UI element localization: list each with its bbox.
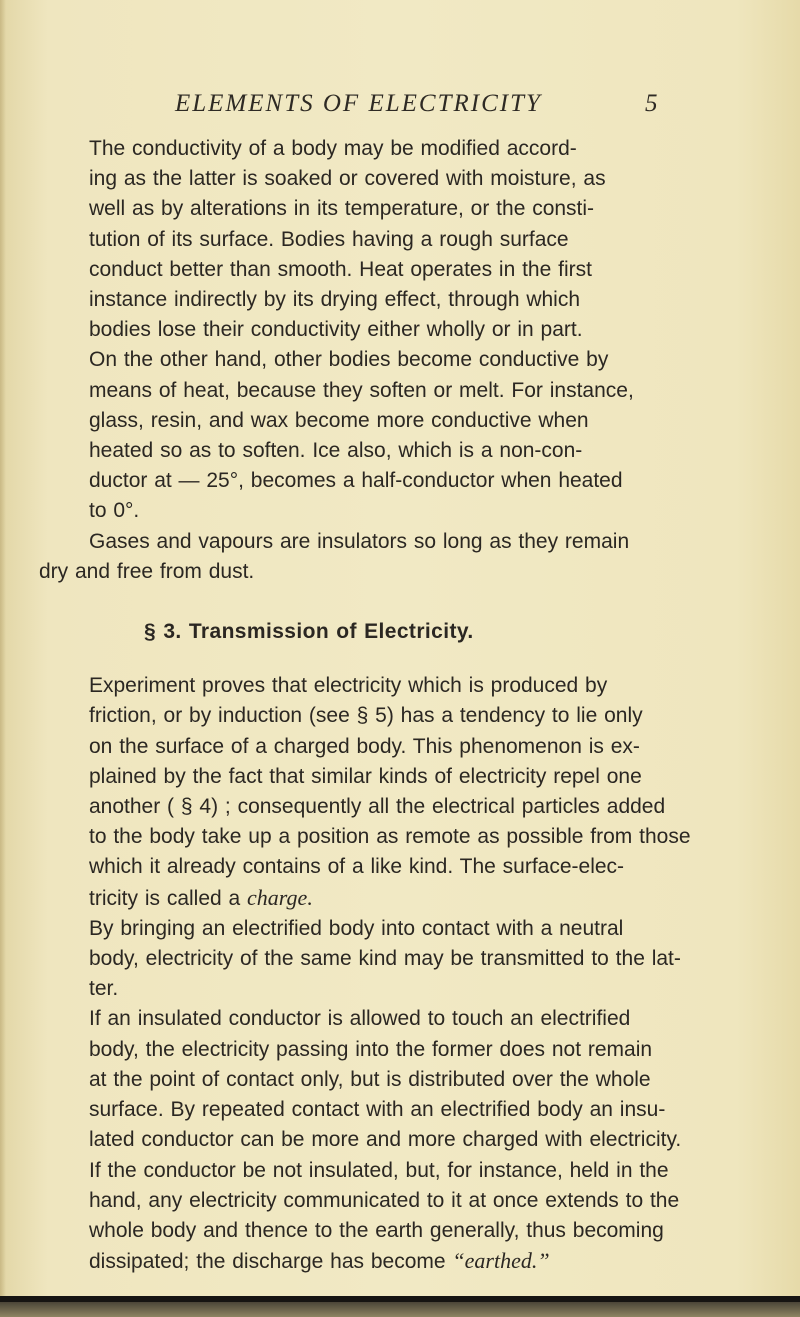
text-line [64,883,754,914]
text-line: body, the electricity passing into the former does not remain [89,1037,653,1061]
text-line: friction, or by induction (see § 5) has a tendency to lie only [89,704,643,728]
text-line: on the surface of a charged body. This phenomenon is ex- [89,734,640,758]
paragraph-experiment [64,671,754,914]
text-line: tution of its surface. Bodies having a rough surface [89,227,569,251]
text-line: Gases and vapours are insulators so long as they remain [89,529,630,553]
page-gutter-shadow [0,0,6,1317]
text-line: bodies lose their conductivity either wholly or in part. [89,318,583,342]
paragraph-conductivity [64,134,754,527]
text-line-start: tricity is called a [89,886,248,910]
text-line: means of heat, because they soften or melt. For instance, [89,378,634,402]
text-line: heated so as to soften. Ice also, which is a non-con- [89,439,583,463]
text-line: which it already contains of a like kind. The surface-elec- [89,855,625,879]
text-line [64,1246,754,1277]
text-line: glass, resin, and wax become more conductive when [89,408,589,432]
paragraph-contact [64,914,754,1005]
scan-bottom-shadow [0,1302,800,1317]
text-line: surface. By repeated contact with an electrified body an insu- [89,1098,666,1122]
text-line: The conductivity of a body may be modified accord- [89,137,577,160]
text-line: conduct better than smooth. Heat operates in the first [89,257,592,281]
section-heading: § 3. Transmission of Electricity. [144,620,474,644]
text-line: ing as the latter is soaked or covered with moisture, as [89,167,606,191]
running-title: ELEMENTS OF ELECTRICITY [175,90,542,117]
page-number: 5 [645,90,658,117]
text-line: dry and free from dust. [39,559,255,583]
text-line: By bringing an electrified body into contact with a neutral [89,916,624,940]
running-header [0,90,800,124]
text-line: lated conductor can be more and more charged with electricity. [89,1128,682,1152]
text-line-start: dissipated; the discharge has become [89,1250,453,1274]
text-line: instance indirectly by its drying effect, through which [89,288,581,312]
text-line: well as by alterations in its temperature, or the consti- [89,197,595,221]
text-line: whole body and thence to the earth generally, thus becoming [89,1218,664,1242]
text-line: plained by the fact that similar kinds of electricity repel one [89,764,642,788]
text-line: to the body take up a position as remote as possible from those [89,825,691,849]
term-charge: charge. [247,884,313,910]
text-line: body, electricity of the same kind may be transmitted to the lat- [89,947,681,971]
text-line: ductor at — 25°, becomes a half-conductor when heated [89,469,623,493]
text-line: at the point of contact only, but is distributed over the whole [89,1067,651,1091]
text-line: to 0°. [89,499,140,523]
text-line: If an insulated conductor is allowed to touch an electrified [89,1007,631,1031]
text-line: another ( § 4) ; consequently all the electrical particles added [89,795,666,819]
paragraph-gases [39,527,754,587]
term-earthed: “earthed.” [452,1248,550,1274]
text-line: ter. [89,977,119,1001]
text-line: Experiment proves that electricity which is produced by [89,674,608,698]
paragraph-insulated-conductor [64,1004,754,1277]
body-text [39,134,754,1277]
text-line: If the conductor be not insulated, but, for instance, held in the [89,1158,669,1182]
text-line: hand, any electricity communicated to it at once extends to the [89,1188,680,1212]
text-line: On the other hand, other bodies become conductive by [89,348,609,372]
